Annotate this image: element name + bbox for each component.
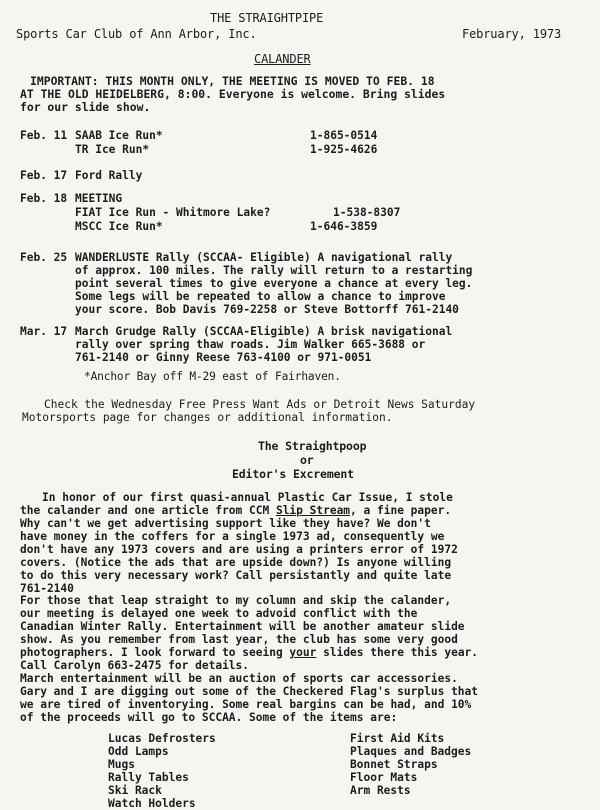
desc-line: 761-2140 or Ginny Reese 763-4100 or 971-0051 <box>75 351 372 364</box>
calendar-heading: CALANDER <box>254 52 311 66</box>
anchor-note: *Anchor Bay off M-29 east of Fairhaven. <box>84 370 341 383</box>
wanderluste-description <box>75 251 595 316</box>
event-name: SAAB Ice Run* <box>75 129 163 142</box>
event-name: MSCC Ice Run* <box>75 220 163 233</box>
event-date: Mar. 17 <box>20 325 68 338</box>
event-date: Feb. 17 <box>20 169 68 182</box>
publication-title: THE STRAIGHTPIPE <box>210 11 324 25</box>
paragraph-1-line-b: the calander and one article from CCM <box>20 504 276 517</box>
event-name: MEETING <box>75 192 123 205</box>
event-phone: 1-865-0514 <box>310 129 378 142</box>
check-note <box>22 398 582 424</box>
desc-line: WANDERLUSTE Rally (SCCAA- Eligible) A navigational rally <box>75 251 453 264</box>
event-date: Feb. 18 <box>20 192 68 205</box>
list-item: Mugs <box>108 758 135 771</box>
grudge-description <box>75 325 595 364</box>
desc-line: of approx. 100 miles. The rally will return to a restarting <box>75 264 473 277</box>
event-name: FIAT Ice Run - Whitmore Lake? <box>75 206 271 219</box>
slip-stream-title: Slip Stream <box>275 504 351 517</box>
auction-items-right <box>350 732 471 797</box>
event-name: Ford Rally <box>75 169 143 182</box>
list-item: Floor Mats <box>350 771 418 784</box>
list-item: Lucas Defrosters <box>108 732 216 745</box>
auction-items-left <box>108 732 216 810</box>
list-item: Arm Rests <box>350 784 411 797</box>
important-line-2: AT THE OLD HEIDELBERG, 8:00. Everyone is welcome. Bring slides <box>20 87 446 101</box>
column-title: The Straightpoop <box>258 439 367 453</box>
paragraph-1-line-b-end: , a fine paper. <box>350 504 452 517</box>
column-subtitle: Editor's Excrement <box>232 467 354 481</box>
important-line-3: for our slide show. <box>20 100 151 114</box>
important-notice <box>20 75 580 114</box>
list-item: Watch Holders <box>108 797 196 810</box>
paragraph-2-end: slides there this year. Call Carolyn 663-2475 for details. <box>20 646 479 672</box>
paragraph-2-text: For those that leap straight to my column and skip the calander, our meeting is delayed one week to advoid conflict with the Canadian Winter Rally. Entertainment will be another amateur slide show. As you remember from last year, the club has some very good photographers. I look forward to seeing <box>20 594 465 659</box>
desc-line: rally over spring thaw roads. Jim Walker 665-3688 or <box>75 338 426 351</box>
event-date: Feb. 11 <box>20 129 68 142</box>
event-name: TR Ice Run* <box>75 143 150 156</box>
paragraph-1-line-a: In honor of our first quasi-annual Plastic Car Issue, I stole <box>42 491 453 504</box>
desc-line: Some legs will be repeated to allow a chance to improve <box>75 290 446 303</box>
list-item: Plaques and Badges <box>350 745 472 758</box>
event-phone: 1-925-4626 <box>310 143 378 156</box>
paragraph-3: March entertainment will be an auction of sports car accessories. Gary and I are digging out some of the Checkered Flag's surplus that we are tired of inventorying. Some real bargins can be had, and 10% of the proceeds will go to SCCAA. Some of the items are: <box>20 672 479 724</box>
paragraph-1 <box>20 491 590 595</box>
paragraph-1-rest: Why can't we get advertising support like they have? We don't have money in the coffers for a single 1973 ad, consequently we don't have any 1973 covers and are using a printers error of 1972 covers. (Notice the ads that are upside down?) Is anyone willing to do this very necessary work? Call persistantly and quite late 761-2140 <box>20 517 458 595</box>
issue-date: February, 1973 <box>462 27 562 41</box>
event-phone: 1-646-3859 <box>310 220 378 233</box>
your-emphasis: your <box>289 646 317 659</box>
list-item: Odd Lamps <box>108 745 169 758</box>
desc-line: point several times to give everyone a chance at every leg. <box>75 277 473 290</box>
event-date: Feb. 25 <box>20 251 68 264</box>
important-line-1: IMPORTANT: THIS MONTH ONLY, THE MEETING IS MOVED TO FEB. 18 <box>30 74 435 88</box>
event-phone: 1-538-8307 <box>333 206 401 219</box>
desc-line: your score. Bob Davis 769-2258 or Steve Bottorff 761-2140 <box>75 303 459 316</box>
desc-line: March Grudge Rally (SCCAA-Eligible) A brisk navigational <box>75 325 453 338</box>
list-item: Bonnet Straps <box>350 758 438 771</box>
list-item: First Aid Kits <box>350 732 445 745</box>
paragraph-2 <box>20 594 590 672</box>
list-item: Ski Rack <box>108 784 162 797</box>
check-line: Motorsports page for changes or additional information. <box>22 411 393 424</box>
list-item: Rally Tables <box>108 771 189 784</box>
check-line: Check the Wednesday Free Press Want Ads or Detroit News Saturday <box>44 398 476 411</box>
column-or: or <box>300 453 314 467</box>
club-name: Sports Car Club of Ann Arbor, Inc. <box>16 27 257 41</box>
